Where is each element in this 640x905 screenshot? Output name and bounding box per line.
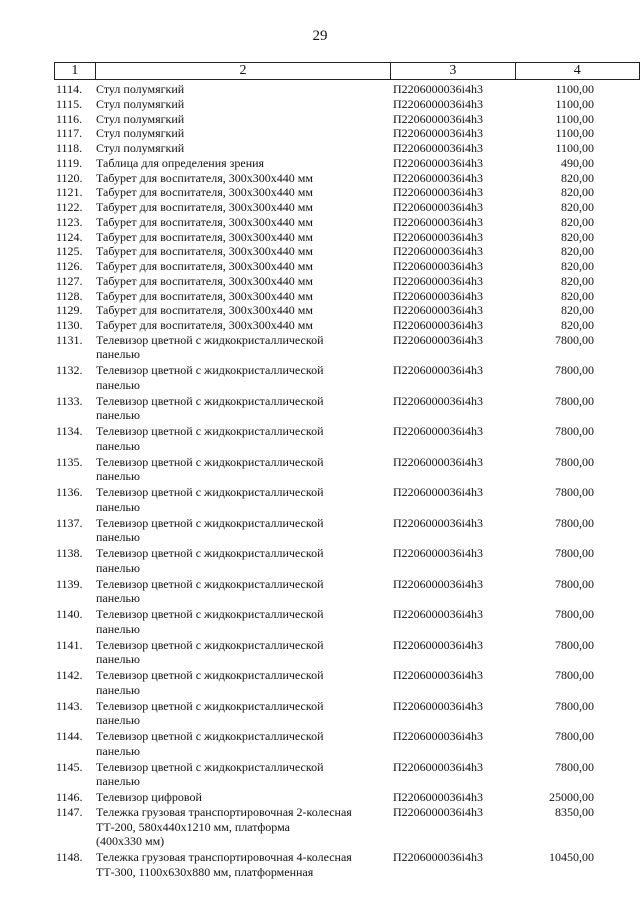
item-code: П2206000036i4h3 bbox=[393, 850, 483, 865]
table-row bbox=[0, 790, 640, 805]
item-name-line: панелью bbox=[96, 713, 140, 728]
row-number: 1148. bbox=[56, 850, 83, 865]
table-row bbox=[0, 638, 640, 669]
item-name-line: Табурет для воспитателя, 300х300х440 мм bbox=[96, 259, 313, 273]
item-name bbox=[96, 333, 386, 362]
item-code: П2206000036i4h3 bbox=[393, 200, 483, 214]
item-code: П2206000036i4h3 bbox=[393, 82, 483, 96]
item-price: 7800,00 bbox=[555, 424, 594, 439]
row-number: 1146. bbox=[56, 790, 83, 805]
item-name-line: панелью bbox=[96, 774, 140, 789]
item-name-line: Телевизор цветной с жидкокристаллической bbox=[96, 454, 324, 469]
item-price: 820,00 bbox=[561, 200, 594, 214]
table-row bbox=[0, 424, 640, 455]
item-code: П2206000036i4h3 bbox=[393, 229, 483, 244]
item-name-line: Табурет для воспитателя, 300х300х440 мм bbox=[96, 229, 313, 244]
item-name bbox=[96, 303, 386, 318]
item-name bbox=[96, 638, 386, 667]
item-price: 820,00 bbox=[561, 318, 594, 332]
item-name bbox=[96, 259, 386, 274]
item-name bbox=[96, 760, 386, 789]
item-name-line: Телевизор цветной с жидкокристаллической bbox=[96, 637, 324, 652]
item-price: 7800,00 bbox=[555, 637, 594, 652]
item-name-line: Стул полумягкий bbox=[96, 82, 185, 96]
item-name bbox=[96, 126, 386, 141]
item-code: П2206000036i4h3 bbox=[393, 288, 483, 303]
item-name-line: Табурет для воспитателя, 300х300х440 мм bbox=[96, 214, 313, 229]
item-name-line: Табурет для воспитателя, 300х300х440 мм bbox=[96, 244, 313, 259]
row-number: 1122. bbox=[56, 200, 83, 214]
row-number: 1118. bbox=[56, 141, 83, 155]
item-code: П2206000036i4h3 bbox=[393, 214, 483, 229]
item-code: П2206000036i4h3 bbox=[393, 332, 483, 347]
item-name bbox=[96, 607, 386, 636]
item-name bbox=[96, 363, 386, 392]
row-number: 1117. bbox=[56, 126, 83, 141]
item-name bbox=[96, 485, 386, 514]
item-code: П2206000036i4h3 bbox=[393, 111, 483, 126]
item-code: П2206000036i4h3 bbox=[393, 363, 483, 378]
item-code: П2206000036i4h3 bbox=[393, 485, 483, 500]
table-row bbox=[0, 171, 640, 186]
row-number: 1129. bbox=[56, 303, 83, 318]
row-number: 1126. bbox=[56, 259, 83, 273]
row-number: 1119. bbox=[56, 155, 83, 170]
row-number: 1140. bbox=[56, 607, 83, 622]
row-number: 1128. bbox=[56, 288, 83, 303]
item-name-line: Телевизор цветной с жидкокристаллической bbox=[96, 363, 324, 378]
row-number: 1137. bbox=[56, 515, 83, 530]
item-name bbox=[96, 185, 386, 200]
item-code: П2206000036i4h3 bbox=[393, 805, 483, 819]
item-price: 7800,00 bbox=[555, 576, 594, 591]
item-code: П2206000036i4h3 bbox=[393, 273, 483, 288]
item-name-line: Тележка грузовая транспортировочная 2-колесная bbox=[96, 805, 352, 819]
table-row bbox=[0, 363, 640, 394]
item-name-line: Стул полумягкий bbox=[96, 126, 185, 141]
table-row bbox=[0, 394, 640, 425]
row-number: 1144. bbox=[56, 729, 83, 744]
row-number: 1147. bbox=[56, 805, 83, 819]
item-code: П2206000036i4h3 bbox=[393, 96, 483, 111]
item-code: П2206000036i4h3 bbox=[393, 454, 483, 469]
item-name-line: панелью bbox=[96, 621, 140, 636]
item-price: 7800,00 bbox=[555, 363, 594, 378]
item-name bbox=[96, 274, 386, 289]
item-price: 820,00 bbox=[561, 170, 594, 185]
item-name-line: Телевизор цветной с жидкокристаллической bbox=[96, 393, 324, 408]
item-price: 8350,00 bbox=[555, 805, 594, 819]
item-price: 1100,00 bbox=[555, 126, 594, 141]
row-number: 1141. bbox=[56, 637, 83, 652]
row-number: 1135. bbox=[56, 454, 83, 469]
item-name-line: Телевизор цветной с жидкокристаллической bbox=[96, 332, 324, 347]
item-name-line: Стул полумягкий bbox=[96, 111, 185, 126]
row-number: 1115. bbox=[56, 96, 83, 111]
item-price: 7800,00 bbox=[555, 759, 594, 774]
item-name bbox=[96, 805, 386, 849]
table-row bbox=[0, 126, 640, 141]
item-name-line: Табурет для воспитателя, 300х300х440 мм bbox=[96, 318, 313, 332]
item-code: П2206000036i4h3 bbox=[393, 759, 483, 774]
table-row bbox=[0, 699, 640, 730]
item-code: П2206000036i4h3 bbox=[393, 126, 483, 141]
item-price: 820,00 bbox=[561, 288, 594, 303]
item-price: 1100,00 bbox=[555, 96, 594, 111]
table-row bbox=[0, 274, 640, 289]
row-number: 1131. bbox=[56, 332, 83, 347]
item-name-line: Телевизор цветной с жидкокристаллической bbox=[96, 546, 324, 561]
item-name-line: Телевизор цветной с жидкокристаллической bbox=[96, 668, 324, 683]
row-number: 1134. bbox=[56, 424, 83, 439]
row-number: 1127. bbox=[56, 273, 83, 288]
item-name bbox=[96, 424, 386, 453]
row-number: 1124. bbox=[56, 229, 83, 244]
item-name-line: Табурет для воспитателя, 300х300х440 мм bbox=[96, 170, 313, 185]
row-number: 1145. bbox=[56, 759, 83, 774]
item-name-line: панелью bbox=[96, 560, 140, 575]
row-number: 1143. bbox=[56, 698, 83, 713]
item-name-line: Табурет для воспитателя, 300х300х440 мм bbox=[96, 200, 313, 214]
item-name bbox=[96, 289, 386, 304]
item-name-line: Телевизор цветной с жидкокристаллической bbox=[96, 729, 324, 744]
item-name-line: Телевизор цветной с жидкокристаллической bbox=[96, 759, 324, 774]
item-code: П2206000036i4h3 bbox=[393, 576, 483, 591]
item-code: П2206000036i4h3 bbox=[393, 607, 483, 622]
row-number: 1133. bbox=[56, 393, 83, 408]
item-price: 820,00 bbox=[561, 303, 594, 318]
table-row bbox=[0, 850, 640, 881]
row-number: 1136. bbox=[56, 485, 83, 500]
item-name-line: Телевизор цветной с жидкокристаллической bbox=[96, 698, 324, 713]
column-header-2: 2 bbox=[95, 63, 390, 80]
item-name-line: Табурет для воспитателя, 300х300х440 мм bbox=[96, 303, 313, 318]
item-price: 7800,00 bbox=[555, 485, 594, 500]
item-name bbox=[96, 82, 386, 97]
item-name bbox=[96, 171, 386, 186]
item-name-line: панелью bbox=[96, 469, 140, 484]
item-name bbox=[96, 546, 386, 575]
table-row bbox=[0, 185, 640, 200]
item-code: П2206000036i4h3 bbox=[393, 303, 483, 318]
row-number: 1114. bbox=[56, 82, 83, 96]
table-row bbox=[0, 546, 640, 577]
item-list bbox=[0, 82, 640, 881]
item-code: П2206000036i4h3 bbox=[393, 170, 483, 185]
item-code: П2206000036i4h3 bbox=[393, 393, 483, 408]
item-price: 25000,00 bbox=[549, 790, 594, 805]
row-number: 1138. bbox=[56, 546, 83, 561]
table-row bbox=[0, 760, 640, 791]
item-name bbox=[96, 156, 386, 171]
item-name-line: Таблица для определения зрения bbox=[96, 155, 265, 170]
table-row bbox=[0, 455, 640, 486]
item-name-line: Телевизор цветной с жидкокристаллической bbox=[96, 515, 324, 530]
item-name-line: панелью bbox=[96, 408, 140, 423]
table-row bbox=[0, 333, 640, 364]
item-price: 7800,00 bbox=[555, 729, 594, 744]
page-number: 29 bbox=[312, 28, 328, 44]
item-name-line: (400х330 мм) bbox=[96, 834, 165, 849]
column-header-3: 3 bbox=[391, 63, 515, 80]
item-code: П2206000036i4h3 bbox=[393, 244, 483, 259]
table-row bbox=[0, 303, 640, 318]
table-row bbox=[0, 577, 640, 608]
item-name-line: панелью bbox=[96, 499, 140, 514]
item-name-line: Телевизор цветной с жидкокристаллической bbox=[96, 424, 324, 439]
item-name-line: Тележка грузовая транспортировочная 4-колесная bbox=[96, 850, 352, 865]
item-price: 820,00 bbox=[561, 214, 594, 229]
table-row bbox=[0, 516, 640, 547]
item-price: 7800,00 bbox=[555, 393, 594, 408]
item-name-line: ТТ-300, 1100х630х880 мм, платформенная bbox=[96, 864, 314, 879]
item-name-line: панелью bbox=[96, 652, 140, 667]
item-price: 7800,00 bbox=[555, 607, 594, 622]
table-row bbox=[0, 244, 640, 259]
item-name-line: Телевизор цветной с жидкокристаллической bbox=[96, 607, 324, 622]
item-name-line: ТТ-200, 580х440х1210 мм, платформа bbox=[96, 819, 290, 834]
table-row bbox=[0, 805, 640, 850]
item-name-line: Телевизор цветной с жидкокристаллической bbox=[96, 576, 324, 591]
item-price: 7800,00 bbox=[555, 515, 594, 530]
item-code: П2206000036i4h3 bbox=[393, 515, 483, 530]
item-name bbox=[96, 230, 386, 245]
item-price: 820,00 bbox=[561, 273, 594, 288]
item-name bbox=[96, 112, 386, 127]
table-row bbox=[0, 141, 640, 156]
item-price: 1100,00 bbox=[555, 141, 594, 155]
item-price: 820,00 bbox=[561, 185, 594, 200]
item-code: П2206000036i4h3 bbox=[393, 141, 483, 155]
item-code: П2206000036i4h3 bbox=[393, 318, 483, 332]
table-row bbox=[0, 97, 640, 112]
item-name bbox=[96, 668, 386, 697]
item-code: П2206000036i4h3 bbox=[393, 698, 483, 713]
row-number: 1116. bbox=[56, 111, 83, 126]
row-number: 1139. bbox=[56, 576, 83, 591]
item-code: П2206000036i4h3 bbox=[393, 259, 483, 273]
item-price: 7800,00 bbox=[555, 668, 594, 683]
item-name bbox=[96, 699, 386, 728]
item-name-line: панелью bbox=[96, 682, 140, 697]
row-number: 1120. bbox=[56, 170, 83, 185]
row-number: 1130. bbox=[56, 318, 83, 332]
item-name bbox=[96, 215, 386, 230]
item-name bbox=[96, 244, 386, 259]
table-row bbox=[0, 259, 640, 274]
item-name bbox=[96, 790, 386, 805]
item-code: П2206000036i4h3 bbox=[393, 155, 483, 170]
item-name-line: Стул полумягкий bbox=[96, 141, 185, 155]
table-row bbox=[0, 156, 640, 171]
item-price: 820,00 bbox=[561, 244, 594, 259]
table-row bbox=[0, 200, 640, 215]
row-number: 1125. bbox=[56, 244, 83, 259]
item-name-line: Табурет для воспитателя, 300х300х440 мм bbox=[96, 273, 313, 288]
item-code: П2206000036i4h3 bbox=[393, 729, 483, 744]
item-price: 7800,00 bbox=[555, 454, 594, 469]
table-row bbox=[0, 112, 640, 127]
item-name bbox=[96, 577, 386, 606]
table-row bbox=[0, 607, 640, 638]
item-price: 1100,00 bbox=[555, 111, 594, 126]
item-price: 490,00 bbox=[561, 155, 594, 170]
item-name-line: Табурет для воспитателя, 300х300х440 мм bbox=[96, 288, 313, 303]
item-name-line: Табурет для воспитателя, 300х300х440 мм bbox=[96, 185, 313, 200]
table-row bbox=[0, 318, 640, 333]
item-name bbox=[96, 729, 386, 758]
item-code: П2206000036i4h3 bbox=[393, 546, 483, 561]
item-name bbox=[96, 200, 386, 215]
column-header-1: 1 bbox=[55, 63, 96, 80]
item-price: 7800,00 bbox=[555, 698, 594, 713]
item-name-line: панелью bbox=[96, 438, 140, 453]
item-name-line: панелью bbox=[96, 347, 140, 362]
item-price: 7800,00 bbox=[555, 546, 594, 561]
item-code: П2206000036i4h3 bbox=[393, 637, 483, 652]
row-number: 1132. bbox=[56, 363, 83, 378]
item-name bbox=[96, 455, 386, 484]
item-name-line: панелью bbox=[96, 377, 140, 392]
row-number: 1121. bbox=[56, 185, 83, 200]
item-name bbox=[96, 97, 386, 112]
item-code: П2206000036i4h3 bbox=[393, 185, 483, 200]
item-name-line: панелью bbox=[96, 530, 140, 545]
row-number: 1123. bbox=[56, 214, 83, 229]
item-name-line: Телевизор цифровой bbox=[96, 790, 202, 805]
item-name bbox=[96, 318, 386, 333]
table-row bbox=[0, 289, 640, 304]
table-row bbox=[0, 668, 640, 699]
column-header-table bbox=[54, 62, 640, 80]
table-row bbox=[0, 729, 640, 760]
item-name-line: панелью bbox=[96, 743, 140, 758]
table-row bbox=[0, 215, 640, 230]
row-number: 1142. bbox=[56, 668, 83, 683]
item-name bbox=[96, 516, 386, 545]
table-row bbox=[0, 82, 640, 97]
item-name bbox=[96, 141, 386, 156]
table-row bbox=[0, 230, 640, 245]
item-name-line: Телевизор цветной с жидкокристаллической bbox=[96, 485, 324, 500]
column-header-4: 4 bbox=[515, 63, 639, 80]
item-code: П2206000036i4h3 bbox=[393, 790, 483, 805]
item-price: 10450,00 bbox=[549, 850, 594, 865]
item-code: П2206000036i4h3 bbox=[393, 668, 483, 683]
item-name bbox=[96, 394, 386, 423]
item-name bbox=[96, 850, 386, 879]
item-price: 1100,00 bbox=[555, 82, 594, 96]
item-name-line: Стул полумягкий bbox=[96, 96, 185, 111]
item-price: 7800,00 bbox=[555, 332, 594, 347]
table-row bbox=[0, 485, 640, 516]
item-price: 820,00 bbox=[561, 259, 594, 273]
item-name-line: панелью bbox=[96, 591, 140, 606]
item-code: П2206000036i4h3 bbox=[393, 424, 483, 439]
item-price: 820,00 bbox=[561, 229, 594, 244]
